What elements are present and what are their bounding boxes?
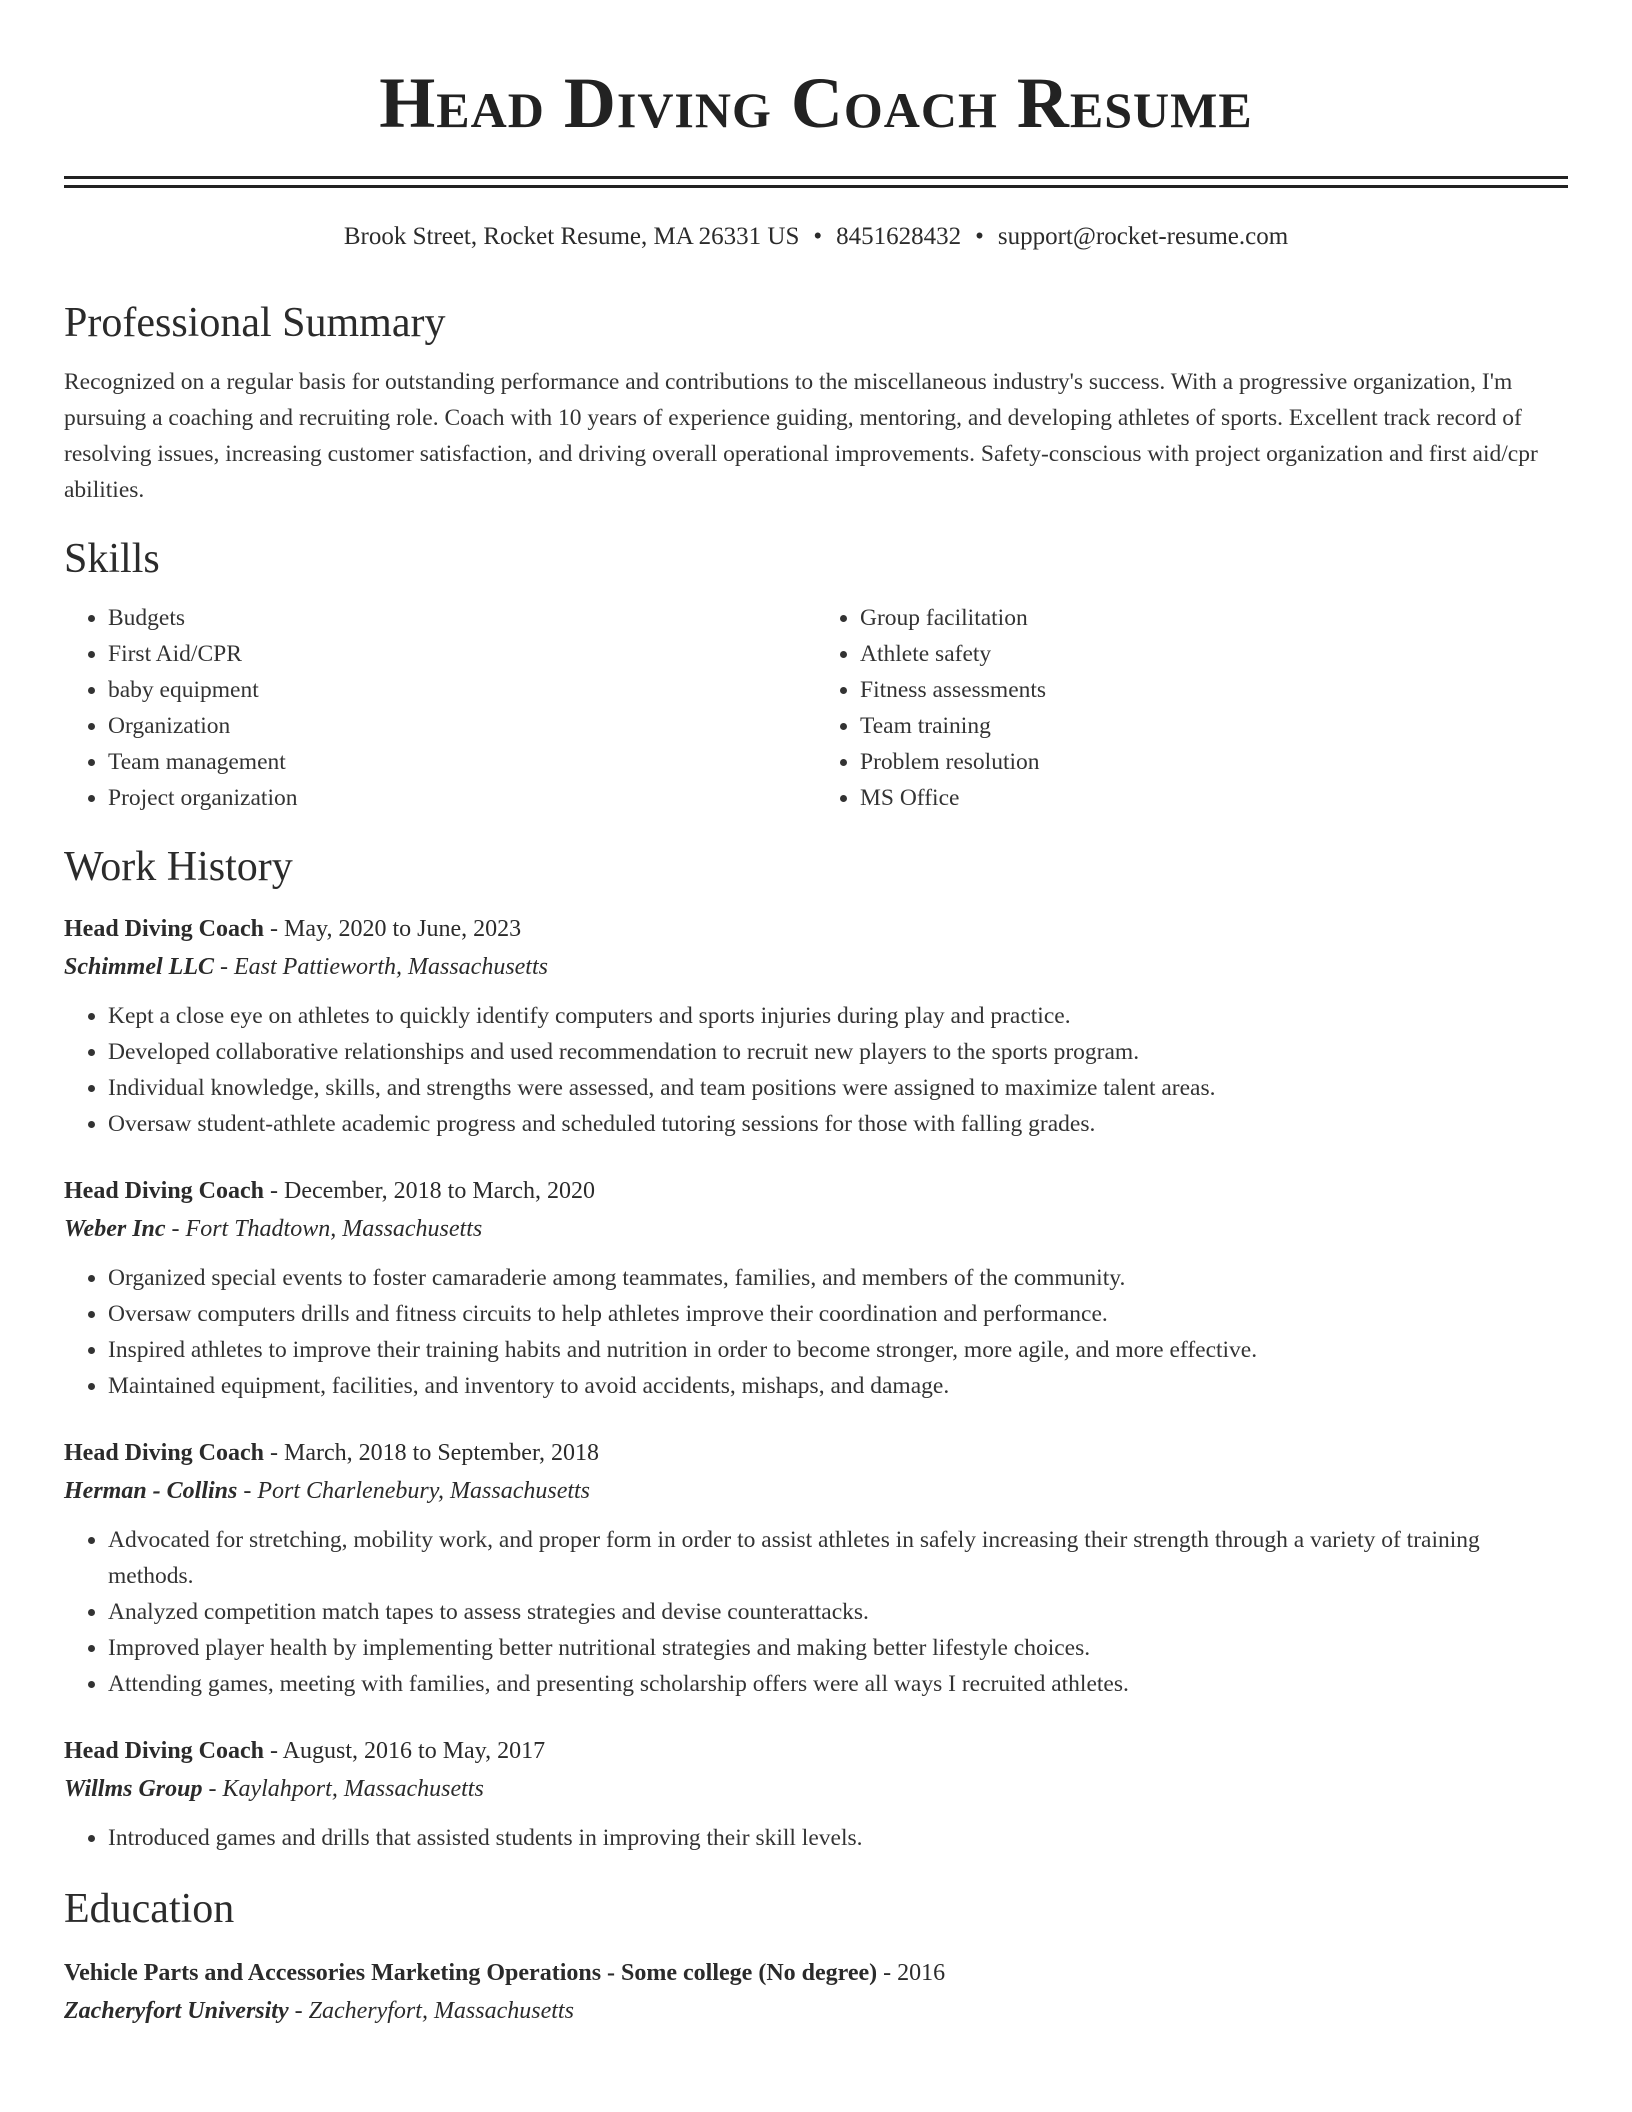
contact-separator: • [813,223,823,250]
job-entry [64,1172,1568,1404]
job-bullet: • Maintained equipment, facilities, and inventory to avoid accidents, mishaps, and damage. [108,1368,1568,1404]
job-company: Schimmel LLC [64,954,214,980]
education-year: - 2016 [877,1960,946,1986]
skill-item: • Team training [860,708,1568,744]
skill-item: • Project organization [108,780,816,816]
skills-list [64,600,1568,816]
job-location: - Port Charlenebury, Massachusetts [237,1478,591,1504]
job-title-line [64,910,1568,948]
job-bullet: • Introduced games and drills that assisted students in improving their skill levels. [108,1820,1568,1856]
job-bullets [64,1820,1568,1856]
job-title: Head Diving Coach [64,1178,265,1204]
skill-item: • Organization [108,708,816,744]
contact-address: Brook Street, Rocket Resume, MA 26331 US [343,223,800,250]
job-dates: - May, 2020 to June, 2023 [264,916,522,942]
skills-column-right [816,600,1568,816]
skills-column-left [64,600,816,816]
education-degree-line [64,1954,1568,1992]
job-bullet: • Developed collaborative relationships and used recommendation to recruit new players to the sports program. [108,1034,1568,1070]
job-title: Head Diving Coach [64,916,265,942]
skill-item: • First Aid/CPR [108,636,816,672]
contact-line [64,220,1568,254]
job-company-line [64,1210,1568,1248]
job-entry [64,1434,1568,1702]
work-history-heading: Work History [64,844,293,890]
job-bullets [64,998,1568,1142]
education-location: - Zacheryfort, Massachusetts [288,1998,574,2024]
skills-heading: Skills [64,536,160,582]
contact-email[interactable]: support@rocket-resume.com [997,223,1289,250]
skill-item: • Team management [108,744,816,780]
skill-item: • Athlete safety [860,636,1568,672]
job-location: - East Pattieworth, Massachusetts [214,954,548,980]
job-location: - Fort Thadtown, Massachusetts [165,1216,483,1242]
education-school-line [64,1992,1568,2030]
job-entry [64,1732,1568,1856]
job-bullets [64,1260,1568,1404]
job-bullet: • Kept a close eye on athletes to quickly identify computers and sports injuries during play and practice. [108,998,1568,1034]
job-bullet: • Improved player health by implementing better nutritional strategies and making better lifestyle choices. [108,1630,1568,1666]
title-divider-top [64,176,1568,179]
contact-separator: • [975,223,984,250]
job-dates: - March, 2018 to September, 2018 [264,1440,599,1466]
skill-item: • baby equipment [108,672,816,708]
job-entry [64,910,1568,1142]
contact-phone: 8451628432 [836,223,962,250]
skill-item: • Budgets [108,600,816,636]
job-title-line [64,1732,1568,1770]
job-company: Willms Group [64,1776,203,1802]
job-bullet: • Oversaw computers drills and fitness circuits to help athletes improve their coordination and performance. [108,1296,1568,1332]
job-title-line [64,1434,1568,1472]
job-company-line [64,1770,1568,1808]
job-company-line [64,948,1568,986]
job-company: Weber Inc [64,1216,166,1242]
resume-title: Head Diving Coach Resume [379,63,1253,143]
summary-heading: Professional Summary [64,300,446,346]
job-dates: - August, 2016 to May, 2017 [264,1738,546,1764]
summary-text: Recognized on a regular basis for outstanding performance and contributions to the miscellaneous industry's success. With a progressive organization, I'm pursuing a coaching and recruiting role. Coach with 10 years of experience guiding, mentoring, and developing athletes of sports. Excellent track record of resolving issues, increasing customer satisfaction, and driving overall operational improvements. Safety-conscious with project organization and first aid/cpr abilities. [64,369,1538,503]
education-entry [64,1954,1568,2030]
education-degree: Vehicle Parts and Accessories Marketing Operations - Some college (No degree) [64,1960,878,1986]
job-bullet: • Analyzed competition match tapes to assess strategies and devise counterattacks. [108,1594,1568,1630]
job-bullet: • Inspired athletes to improve their training habits and nutrition in order to become stronger, more agile, and more effective. [108,1332,1568,1368]
job-title-line [64,1172,1568,1210]
job-bullet: • Attending games, meeting with families, and presenting scholarship offers were all ways I recruited athletes. [108,1666,1568,1702]
skill-item: • Fitness assessments [860,672,1568,708]
education-school: Zacheryfort University [64,1998,289,2024]
job-dates: - December, 2018 to March, 2020 [264,1178,595,1204]
job-bullet: • Oversaw student-athlete academic progress and scheduled tutoring sessions for those with falling grades. [108,1106,1568,1142]
job-bullet: • Advocated for stretching, mobility work, and proper form in order to assist athletes in safely increasing their strength through a variety of training methods. [108,1522,1568,1594]
job-company-line [64,1472,1568,1510]
job-bullets [64,1522,1568,1702]
job-bullet: • Organized special events to foster camaraderie among teammates, families, and members of the community. [108,1260,1568,1296]
job-location: - Kaylahport, Massachusetts [202,1776,484,1802]
job-company: Herman - Collins [64,1478,238,1504]
job-bullet: • Individual knowledge, skills, and strengths were assessed, and team positions were assigned to maximize talent areas. [108,1070,1568,1106]
skill-item: • MS Office [860,780,1568,816]
title-divider-bottom [64,185,1568,188]
job-title: Head Diving Coach [64,1440,265,1466]
job-title: Head Diving Coach [64,1738,265,1764]
skill-item: • Group facilitation [860,600,1568,636]
education-heading: Education [64,1886,235,1932]
skill-item: • Problem resolution [860,744,1568,780]
